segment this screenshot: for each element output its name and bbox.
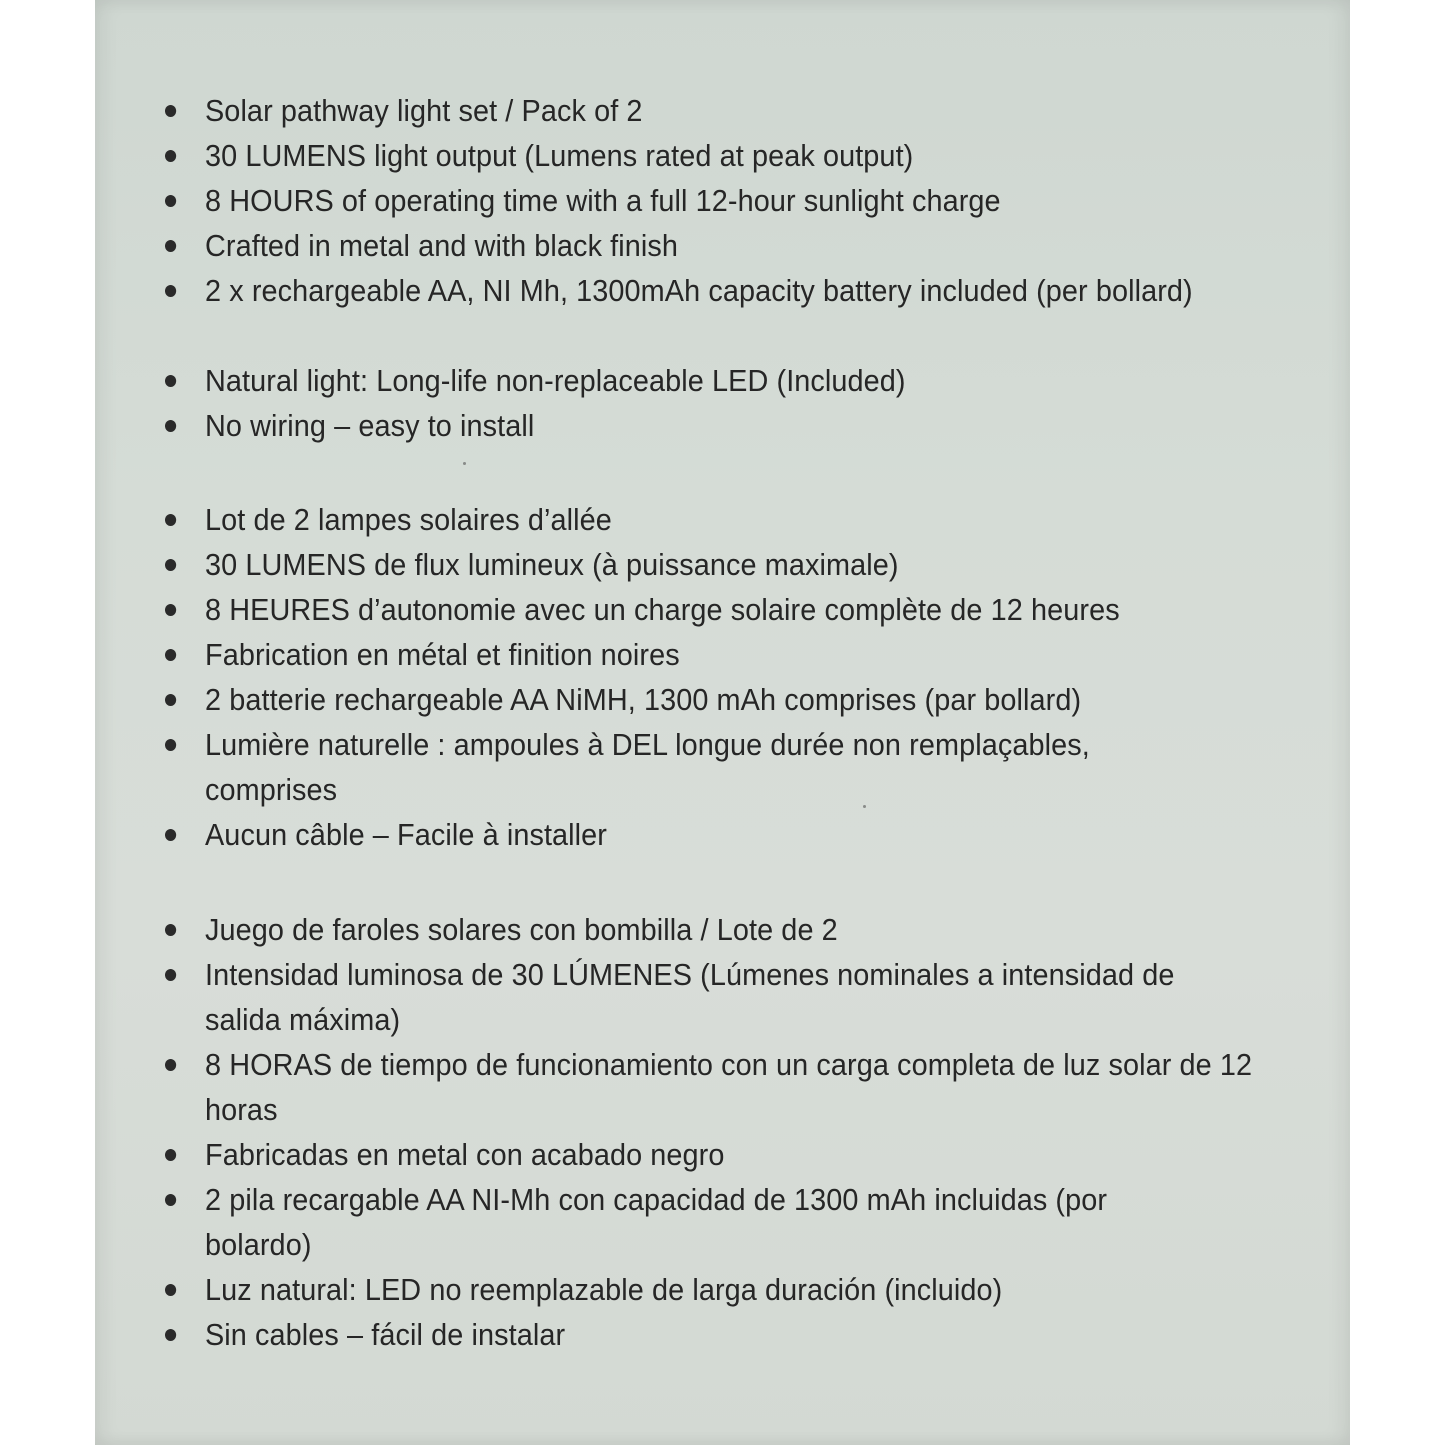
list-item-text: No wiring – easy to install [204,408,535,443]
list-item [165,223,1244,268]
list-item [165,133,1244,178]
list-item-text: 8 HORAS de tiempo de funcionamiento con un carga completa de luz solar de 12 horas [204,1047,1253,1127]
list-item [165,358,1244,403]
list-item-text: Solar pathway light set / Pack of 2 [204,93,643,128]
bullet-icon [165,150,176,162]
list-item-text: Luz natural: LED no reemplazable de larga duración (incluido) [204,1272,1003,1307]
list-item-text: 2 batterie rechargeable AA NiMH, 1300 mAh comprises (par bollard) [204,682,1082,717]
bullet-icon [165,1059,176,1071]
list-item [165,632,1244,677]
list-item-text: Natural light: Long-life non-replaceable LED (Included) [204,363,906,398]
bullet-icon [165,514,176,526]
list-item-text: 2 pila recargable AA NI-Mh con capacidad de 1300 mAh incluidas (por bolardo) [204,1182,1108,1262]
bullet-icon [165,829,176,841]
bullet-icon [165,924,176,936]
list-item [165,1312,1244,1357]
product-box-panel [95,0,1350,1445]
bullet-icon [165,195,176,207]
spanish-feature-list [165,907,1325,1357]
bullet-icon [165,285,176,297]
bullet-icon [165,604,176,616]
list-item [165,907,1244,952]
english-feature-list [165,88,1325,448]
print-speck [463,462,466,465]
bullet-icon [165,240,176,252]
list-item-text: Lumière naturelle : ampoules à DEL longue durée non remplaçables, comprises [204,727,1090,807]
list-item [165,88,1244,133]
list-item-text: Lot de 2 lampes solaires d’allée [204,502,612,537]
list-item-text: Juego de faroles solares con bombilla / Lote de 2 [204,912,838,947]
bullet-icon [165,559,176,571]
bullet-icon [165,1329,176,1341]
bullet-icon [165,694,176,706]
bullet-icon [165,105,176,117]
list-item-text: Fabrication en métal et finition noires [204,637,680,672]
bullet-icon [165,1284,176,1296]
bullet-icon [165,375,176,387]
list-item-text: Aucun câble – Facile à installer [204,817,607,852]
list-item-text: Sin cables – fácil de instalar [204,1317,566,1352]
list-item-text: 30 LUMENS light output (Lumens rated at peak output) [204,138,914,173]
list-item [165,1267,1244,1312]
bullet-icon [165,1194,176,1206]
list-item-text: 8 HOURS of operating time with a full 12-hour sunlight charge [204,183,1001,218]
list-item [165,812,1244,857]
bullet-icon [165,969,176,981]
list-item [165,497,1244,542]
list-item [165,268,1219,358]
bullet-icon [165,649,176,661]
list-item-text: Intensidad luminosa de 30 LÚMENES (Lúmenes nominales a intensidad de salida máxima) [204,957,1175,1037]
french-feature-list [165,497,1325,857]
list-item [165,542,1244,587]
list-item [165,952,1247,1042]
list-item-text: 8 HEURES d’autonomie avec un charge solaire complète de 12 heures [204,592,1120,627]
list-item [165,1132,1244,1177]
list-item-text: 30 LUMENS de flux lumineux (à puissance maximale) [204,547,899,582]
list-item-text: 2 x rechargeable AA, NI Mh, 1300mAh capacity battery included (per bollard) [204,273,1193,308]
list-item-text: Crafted in metal and with black finish [204,228,679,263]
list-item [165,403,1244,448]
list-item-text: Fabricadas en metal con acabado negro [204,1137,725,1172]
list-item [165,587,1244,632]
bullet-icon [165,1149,176,1161]
list-item [165,1177,1191,1267]
list-item [165,178,1244,223]
list-item [165,677,1244,722]
bullet-icon [165,420,176,432]
list-item [165,722,1228,812]
list-item [165,1042,1284,1132]
bullet-icon [165,739,176,751]
